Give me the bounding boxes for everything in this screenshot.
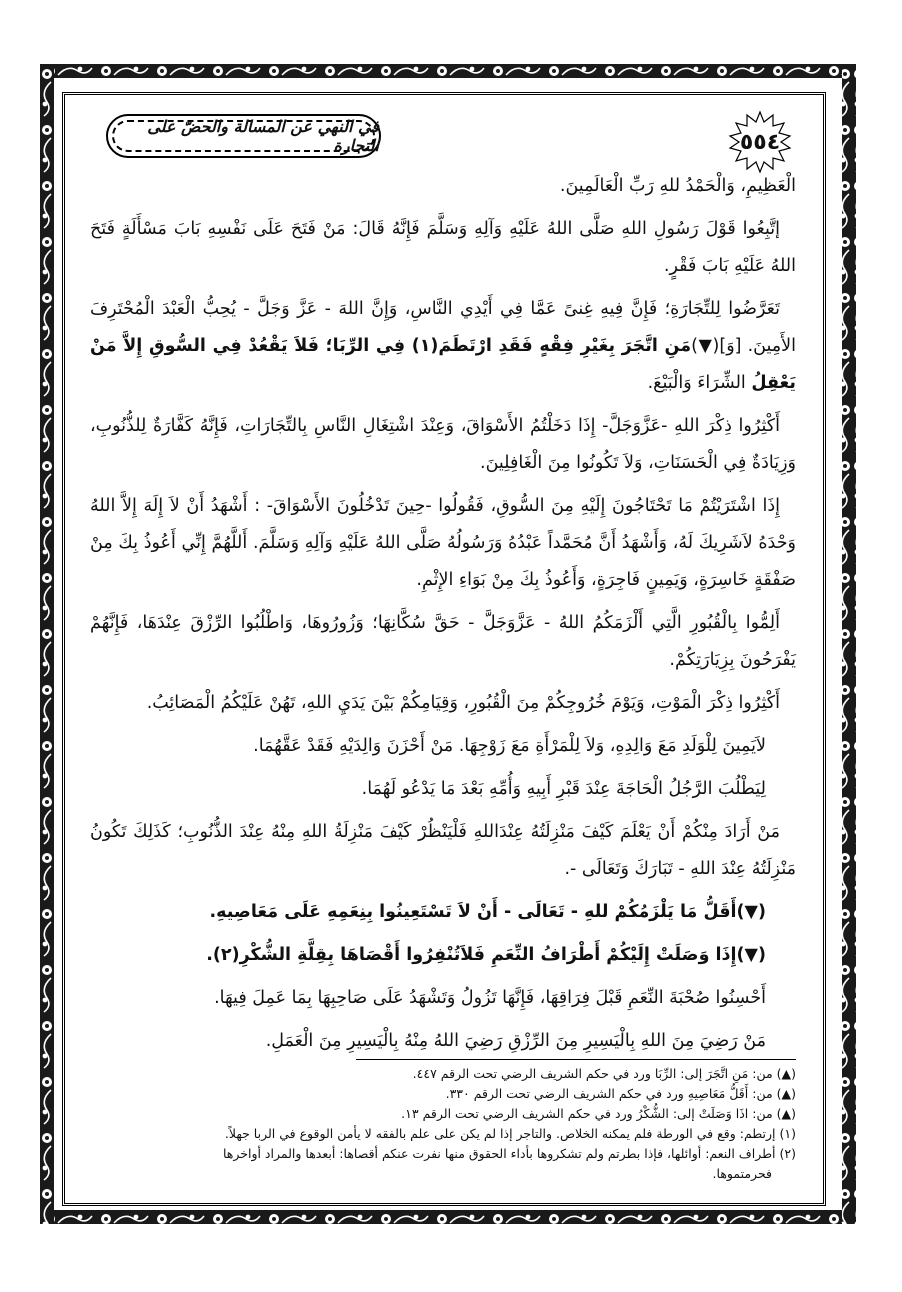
paragraph-hikma: (▼)أَقَلُّ مَا يَلْزَمُكُمْ للهِ - تَعَالَى - أَنْ لاَ تَسْتَعِينُوا بِنِعَمِهِ عَلَى مَعَاصِيهِ. bbox=[209, 902, 766, 922]
paragraph: لاَيَمِينَ لِلْوَلَدِ مَعَ وَالِدِهِ، وَلاَ لِلْمَرْأَةِ مَعَ زَوْجِهَا. مَنْ أَحْزَنَ وَالِدَيْهِ فَقَدْ عَقَّهُمَا. bbox=[253, 736, 766, 756]
main-text bbox=[90, 168, 796, 1066]
footnote-continuation: فحرمتموها. bbox=[712, 1166, 772, 1181]
chapter-title-box bbox=[106, 114, 381, 158]
paragraph-hikma: (▼)إِذَا وَصَلَتْ إِلَيْكُمْ أَطْرَافُ النِّعَمِ فَلاَتُنْفِرُوا أَقْصَاهَا بِقِلَّةِ الشُّكْرِ(٢). bbox=[206, 945, 766, 965]
chapter-title: في النهي عن المسالة والحضّ على التجارة bbox=[147, 117, 379, 155]
paragraph: أَلِمُّوا بِالْقُبُورِ الَّتِي أَلْزَمَكُمُ اللهُ - عَزَّوَجَلَّ - حَقَّ سُكَّانِهَا؛ وَزُورُوهَا، وَاطْلُبُوا الرِّزْقَ عِنْدَهَا، فَإِنَّهُمْ يَفْرَحُونَ بِزِيَارَتِكُمْ. bbox=[90, 613, 796, 670]
paragraph: أَحْسِنُوا صُحْبَةَ النِّعَمِ قَبْلَ فِرَاقِهَا، فَإِنَّهَا تَزُولُ وَتَشْهَدُ عَلَى صَاحِبِهَا بِمَا عَمِلَ فِيهَا. bbox=[214, 988, 766, 1008]
page-number-badge bbox=[728, 110, 792, 174]
paragraph: الْعَظِيمِ، وَالْحَمْدُ للهِ رَبِّ الْعَالَمِينَ. bbox=[559, 176, 796, 196]
paragraph: أَكْثِرُوا ذِكْرَ اللهِ -عَزَّوَجَلَّ- إِذَا دَخَلْتُمُ الأَسْوَاقَ، وَعِنْدَ اشْتِغَالِ النَّاسِ بِالتِّجَارَاتِ، فَإِنَّهُ كَفَّارَةٌ لِلذُّنُوبِ، وَزِيَادَةٌ فِي الْحَسَنَاتِ، وَلاَ تَكُونُوا مِنَ الْغَافِلِينَ. bbox=[90, 416, 796, 473]
footnote: (▲) من: اذَا وَصَلَتْ إلى: الشُّكْرُ ورد في حكم الشريف الرضي تحت الرقم ١٣. bbox=[401, 1106, 796, 1121]
paragraph: مَنْ أَرَادَ مِنْكُمْ أَنْ يَعْلَمَ كَيْفَ مَنْزِلَتُهُ عِنْدَاللهِ فَلْيَنْظُرْ كَيْفَ مَنْزِلَةُ اللهِ مِنْهُ عِنْدَ الذُّنُوبِ؛ كَذَلِكَ تَكُونُ مَنْزِلَتُهُ عِنْدَ اللهِ - تَبَارَكَ وَتَعَالَى -. bbox=[90, 822, 796, 879]
paragraph bbox=[90, 291, 796, 402]
quoted-hikma: مَنِ اتَّجَرَ بِغَيْرِ فِقْهٍ فَقَدِ ارْتَطَمَ(١) فِي الرِّبَا؛ فَلاَ يَقْعُدْ فِي السُّوقِ إِلاَّ مَنْ يَعْقِلُ bbox=[90, 336, 796, 393]
paragraph-text: تَعَرَّضُوا لِلتِّجَارَةِ؛ فَإِنَّ فِيهِ غِنىً عَمَّا فِي أَيْدِي النَّاسِ، وَإِنَّ اللهَ - عَزَّ وَجَلَّ - يُحِبُّ الْعَبْدَ الْمُحْتَرِفَ الأَمِينَ. [وَ](▼) bbox=[90, 299, 796, 356]
page-header bbox=[66, 104, 822, 164]
book-page bbox=[66, 96, 822, 1202]
footnote: (▲) من: أَقَلُّ مَعَاصِيهِ ورد في حكم الشريف الرضي تحت الرقم ٣٣٠. bbox=[445, 1086, 796, 1101]
footnotes bbox=[90, 1064, 796, 1184]
paragraph: إِذَا اشْتَرَيْتُمْ مَا تَحْتَاجُونَ إِلَيْهِ مِنَ السُّوقِ، فَقُولُوا -حِينَ تَدْخُلُونَ الأَسْوَاقَ- : أَشْهَدُ أَنْ لاَ إِلَهَ إِلاَّ اللهُ وَحْدَهُ لاَشَرِيكَ لَهُ، وَأَشْهَدُ أَنَّ مُحَمَّداً عَبْدُهُ وَرَسُولُهُ صَلَّى اللهُ عَلَيْهِ وَآلِهِ وَسَلَّمَ. أَللَّهُمَّ إِنِّي أَعُوذُ بِكَ مِنْ صَفْقَةٍ خَاسِرَةٍ، وَيَمِينٍ فَاجِرَةٍ، وَأَعُوذُ بِكَ مِنْ بَوَاءِ الإِثْمِ. bbox=[90, 496, 796, 590]
page-number: ٥٥٤ bbox=[739, 129, 781, 155]
paragraph: إتَّبِعُوا قَوْلَ رَسُولِ اللهِ صَلَّى اللهُ عَلَيْهِ وَآلِهِ وَسَلَّمَ فَإِنَّهُ قَالَ: مَنْ فَتَحَ عَلَى نَفْسِهِ بَابَ مَسْأَلَةٍ فَتَحَ اللهُ عَلَيْهِ بَابَ فَقْرٍ. bbox=[90, 219, 796, 276]
paragraph-text: الشِّرَاءَ وَالْبَيْعَ. bbox=[647, 373, 752, 393]
footnote: (▲) من: مَنِ اتَّجَرَ إلى: الرِّبَا ورد في حكم الشريف الرضي تحت الرقم ٤٤٧. bbox=[412, 1066, 796, 1081]
paragraph: مَنْ رَضِيَ مِنَ اللهِ بِالْيَسِيرِ مِنَ الرِّزْقِ رَضِيَ اللهُ مِنْهُ بِالْيَسِيرِ مِنَ الْعَمَلِ. bbox=[265, 1031, 766, 1051]
footnote: (١) إرتطم: وقع في الورطة فلم يمكنه الخلاص. والتاجر إذا لم يكن على علم بالفقه لا يأمن الوقوع في الربا جهلاً. bbox=[224, 1126, 796, 1141]
footnote-separator bbox=[356, 1059, 796, 1060]
paragraph: لِيَطْلُبَ الرَّجُلُ الْحَاجَةَ عِنْدَ قَبْرِ أَبِيهِ وَأُمِّهِ بَعْدَ مَا يَدْعُو لَهُمَا. bbox=[361, 779, 766, 799]
footnote: (٢) أطراف النعم: أوائلها، فإذا بطرتم ولم تشكروها بأداء الحقوق منها نفرت عنكم أقصاها: أبعدها والمراد أواخرها bbox=[222, 1146, 796, 1161]
paragraph: أَكْثِرُوا ذِكْرَ الْمَوْتِ، وَيَوْمَ خُرُوجِكُمْ مِنَ الْقُبُورِ، وَقِيَامِكُمْ بَيْنَ يَدَيِ اللهِ، تَهُنْ عَلَيْكُمُ الْمَصَائِبُ. bbox=[146, 693, 780, 713]
